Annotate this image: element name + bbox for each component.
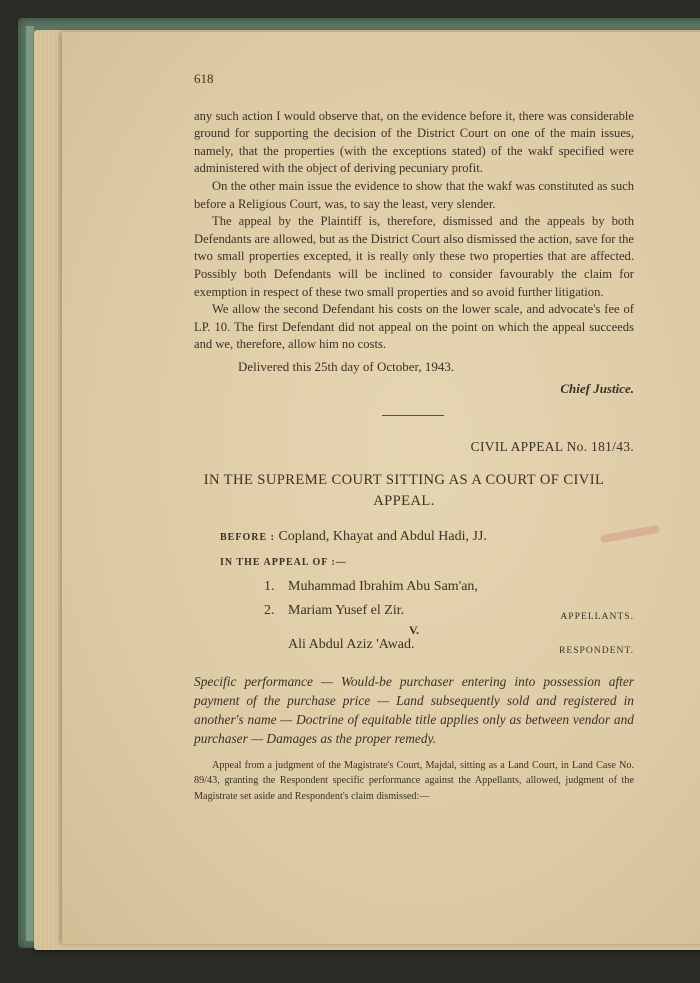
appellant-2-name: Mariam Yusef el Zir. [288, 602, 405, 618]
page-number: 618 [194, 71, 214, 86]
versus: V. [408, 622, 420, 637]
cover-edge [26, 26, 34, 941]
appellant-1-number: 1. [264, 578, 275, 594]
case-summary: Appeal from a judgment of the Magistrate's Court, Majdal, sitting as a Land Court, in Land Case No. 89/43, granting the Respondent specific performance against the Appellants, allowed, judgment of the Magistrate set aside and Respondent's claim dismissed:— [194, 759, 634, 802]
signature: Chief Justice. [560, 380, 634, 396]
delivered-line: Delivered this 25th day of October, 1943. [238, 358, 455, 374]
paragraph-4: We allow the second Defendant his costs on the lower scale, and advocate's fee of LP. 10. The first Defendant did not appeal on the point on which the appeal succeeds and we, therefore, allow him no costs. [194, 302, 634, 352]
respondent-name: Ali Abdul Aziz 'Awad. [288, 636, 415, 652]
respondent [194, 636, 634, 656]
headnote: Specific performance — Would-be purchaser entering into possession after payment of the purchase price — Land subsequently sold and registered in another's name — Doctrine of equitable title applies only as between vendor and purchaser — Damages as the proper remedy. [194, 673, 634, 746]
appellant-2 [194, 602, 634, 620]
judges: Copland, Khayat and Abdul Hadi, JJ. [278, 528, 487, 544]
paragraph-1: any such action I would observe that, on the evidence before it, there was considerable ground for supporting the decision of the District Court on one of the main issues, namely, that the properties (with the exceptions stated) of the wakf specified were administered with the object of deriving pecuniary profit. [194, 108, 634, 176]
appellant-1-name: Muhammad Ibrahim Abu Sam'an, [288, 578, 478, 594]
appellants-label: APPELLANTS. [560, 610, 634, 622]
appeal-of-label: IN THE APPEAL OF :— [220, 557, 347, 569]
paragraph-2: On the other main issue the evidence to show that the wakf was constituted as such before a Religious Court, was, to say the least, very slender. [194, 178, 634, 211]
paragraph-3: The appeal by the Plaintiff is, therefore, dismissed and the appeals by both Defendants are allowed, but as the District Court also dismissed the action, save for the two small properties excepted, it is really only these two properties that are affected. Possibly both Defendants will be inclined to consider favourably the claim for exemption in respect of these two small properties and so avoid further litigation. [194, 214, 634, 299]
divider [382, 415, 444, 416]
case-number: CIVIL APPEAL No. 181/43. [470, 439, 634, 455]
appellant-2-number: 2. [264, 602, 275, 618]
page-content [194, 70, 634, 804]
before-label: BEFORE : [220, 531, 275, 543]
appellant-1 [194, 578, 634, 596]
before-line [194, 528, 634, 547]
respondent-label: RESPONDENT. [558, 644, 634, 656]
court-title: IN THE SUPREME COURT SITTING AS A COURT OF CIVIL APPEAL. [203, 471, 605, 509]
